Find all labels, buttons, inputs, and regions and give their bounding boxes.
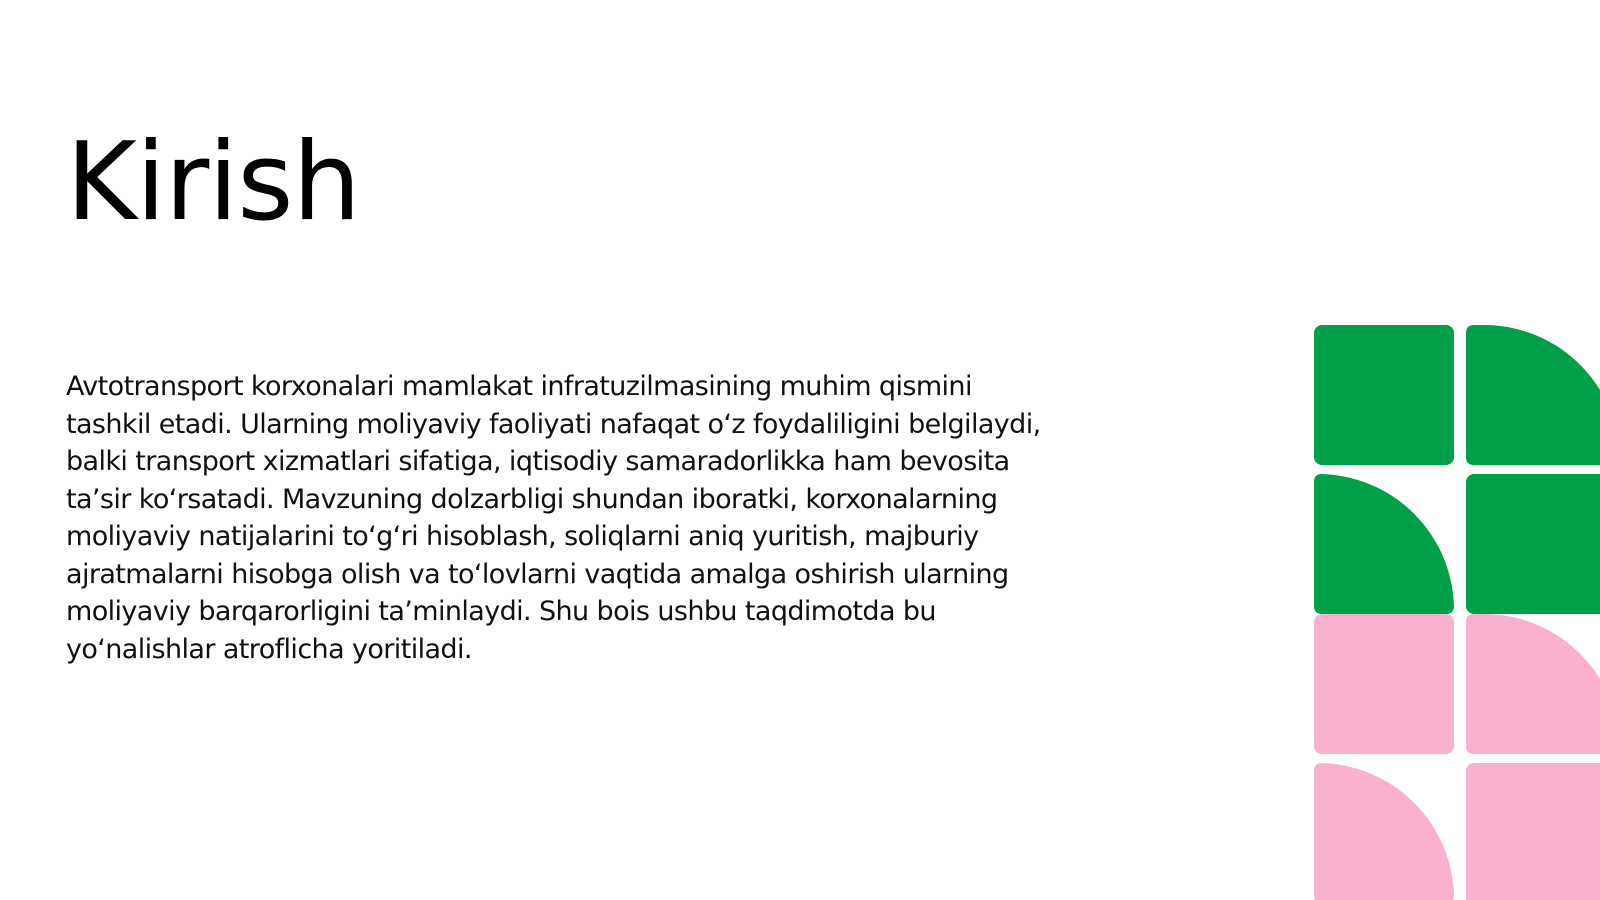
green-square-tile: [1314, 325, 1454, 465]
pink-quarter-circle-tile: [1466, 614, 1600, 754]
pink-square-tile: [1314, 614, 1454, 754]
slide-body-text: Avtotransport korxonalari mamlakat infratuzilmasining muhim qismini tashkil etadi. Ularning moliyaviy faoliyati nafaqat o‘z foydaliligini belgilaydi, balki transport xizmatlari sifatiga, iqtisodiy samaradorlikka ham bevosita ta’sir ko‘rsatadi. Mavzuning dolzarbligi shundan iboratki, korxonalarning moliyaviy natijalarini to‘g‘ri hisoblash, soliqlarni aniq yuritish, majburiy ajratmalarni hisobga olish va to‘lovlarni vaqtida amalga oshirish ularning moliyaviy barqarorligini ta’minlaydi. Shu bois ushbu taqdimotda bu yo‘nalishlar atroflicha yoritiladi.: [66, 371, 1041, 665]
green-square-tile: [1466, 474, 1600, 614]
slide-title: Kirish: [66, 120, 360, 245]
green-quarter-circle-tile: [1466, 325, 1600, 465]
pink-square-tile: [1466, 763, 1600, 900]
green-quarter-circle-tile: [1314, 474, 1454, 614]
pink-quarter-circle-tile: [1314, 763, 1454, 900]
